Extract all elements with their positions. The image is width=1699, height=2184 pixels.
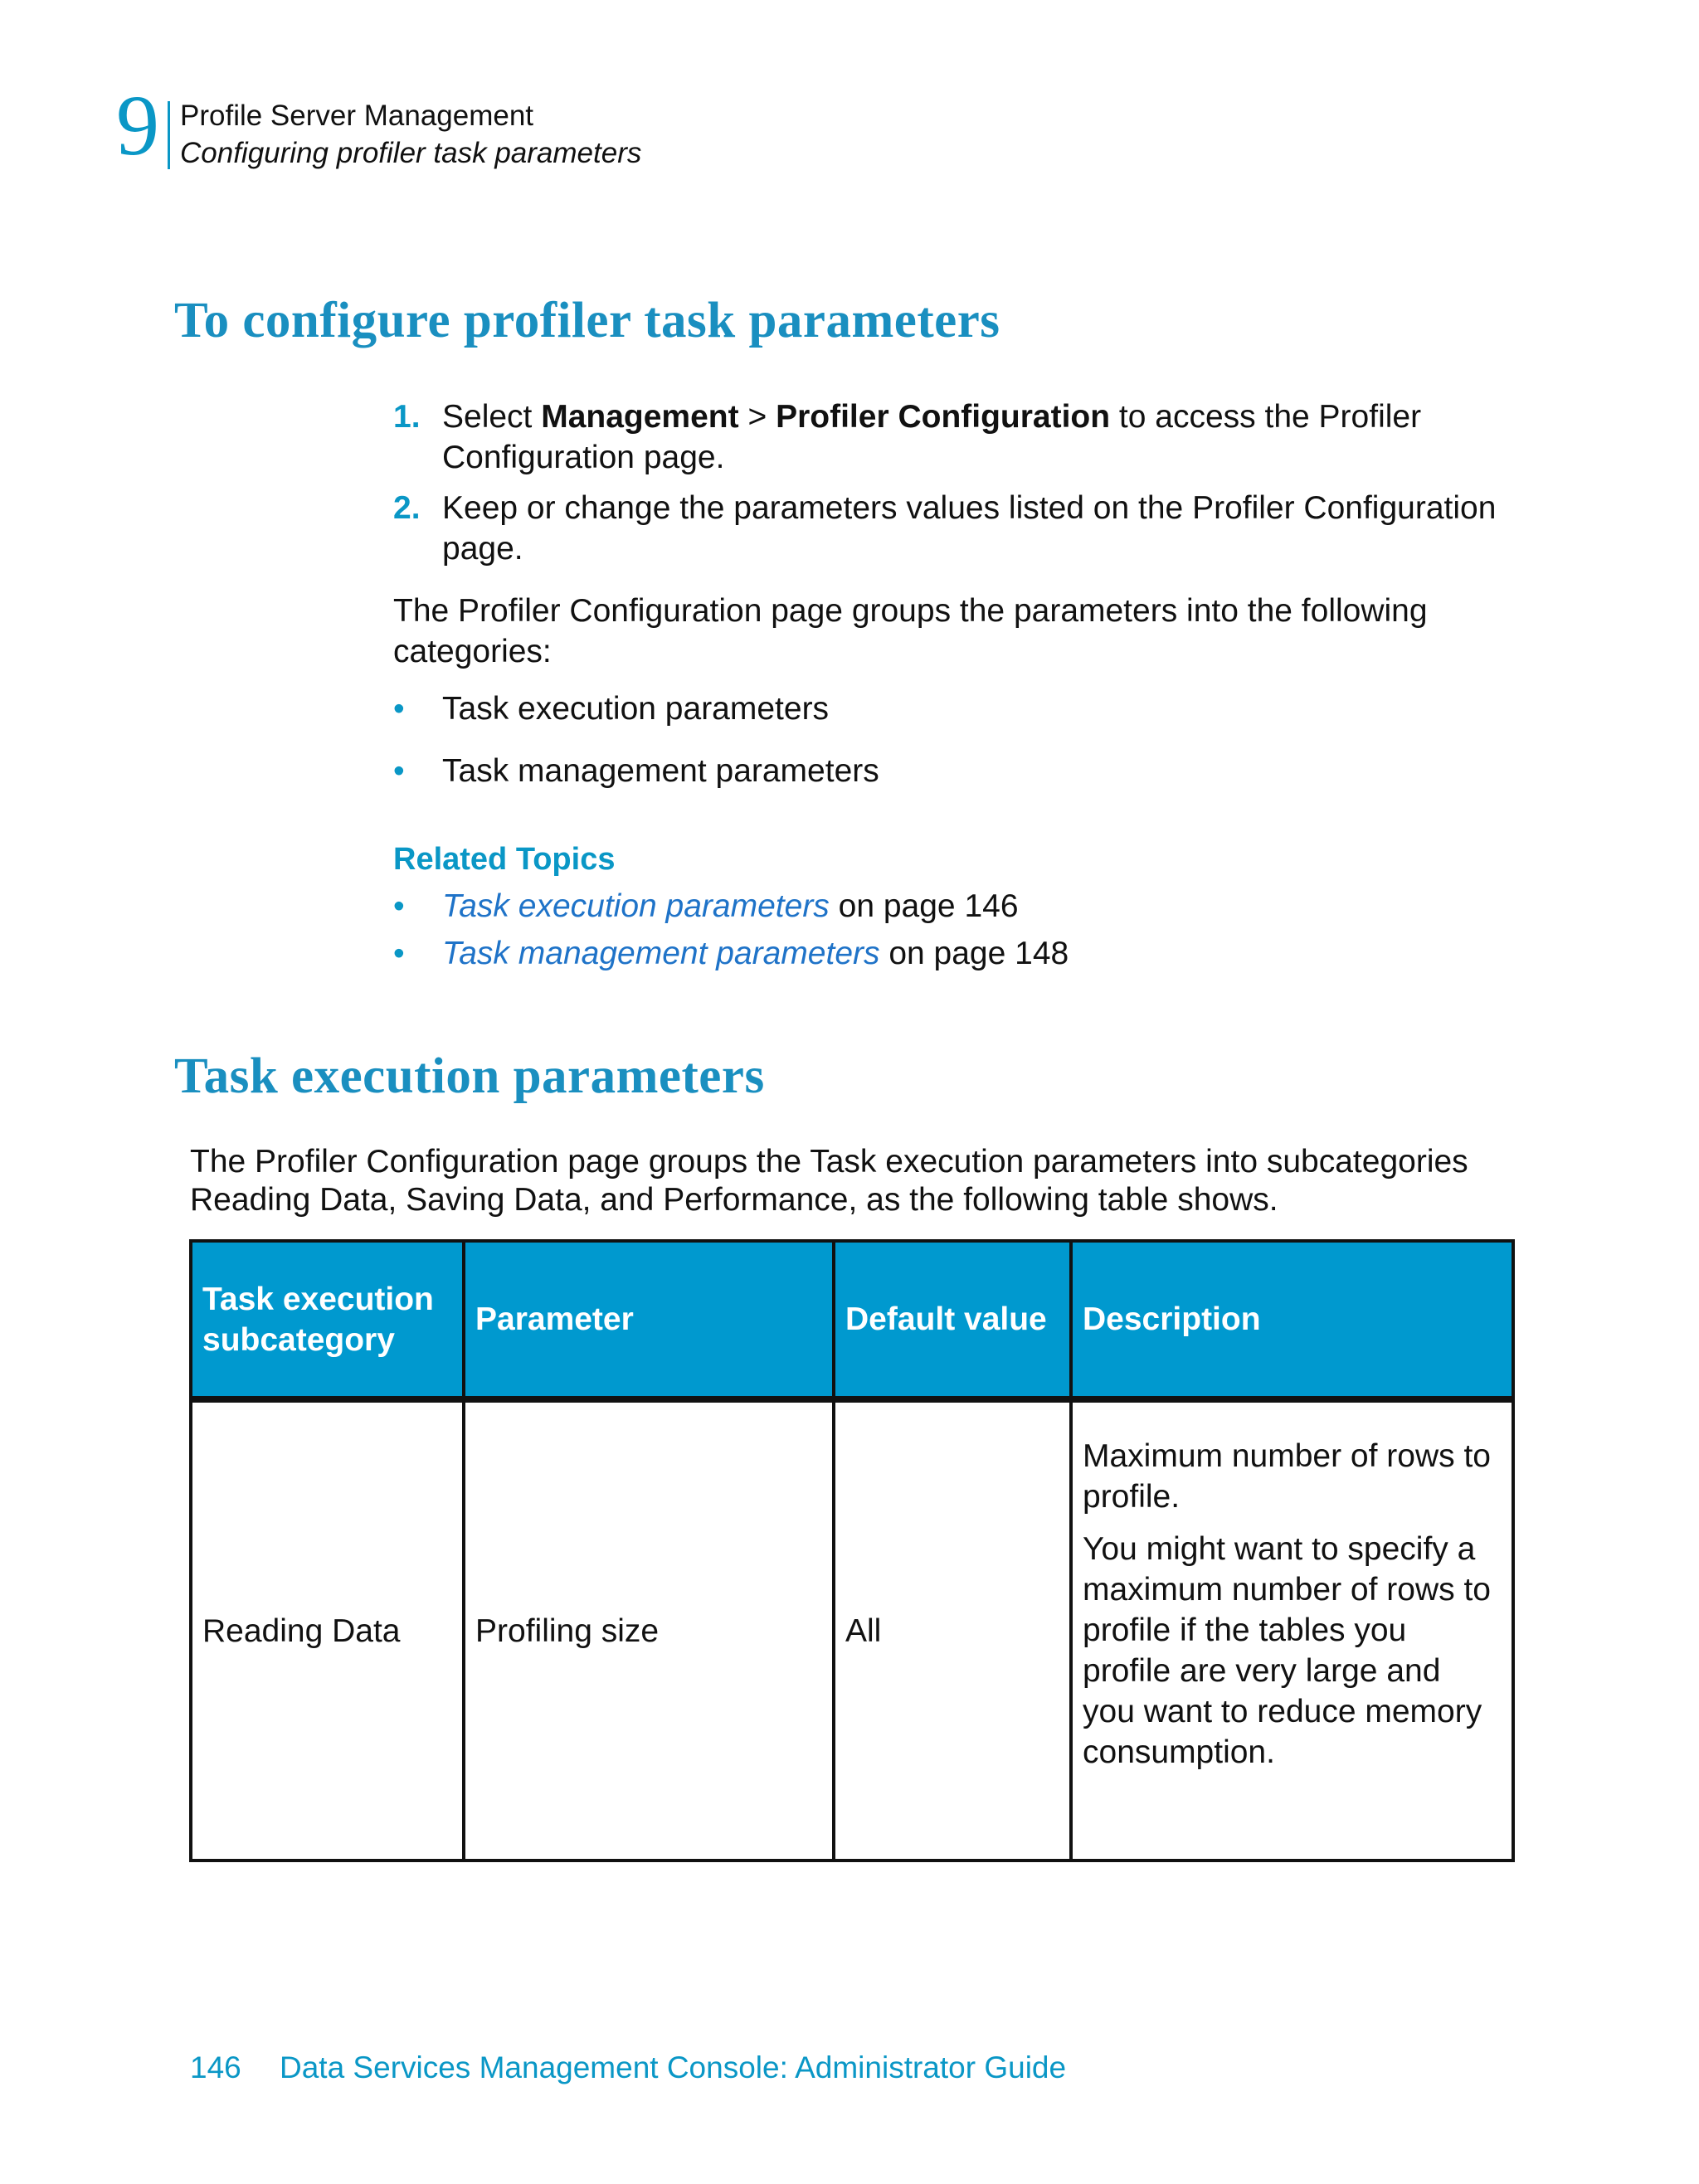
chapter-number: 9 — [116, 78, 159, 173]
column-header-default-value: Default value — [834, 1241, 1071, 1399]
menu-management: Management — [541, 399, 739, 435]
related-page-ref: on page 148 — [879, 936, 1069, 971]
cell-subcategory: Reading Data — [191, 1399, 464, 1861]
menu-profiler-configuration: Profiler Configuration — [776, 399, 1111, 435]
running-section-title: Configuring profiler task parameters — [180, 137, 642, 169]
list-item-text: Task execution parameters — [442, 691, 830, 727]
step-1-separator: > — [738, 399, 776, 435]
cell-description — [1071, 1399, 1513, 1861]
list-item-text: Task management parameters — [442, 753, 879, 789]
chapter-divider — [168, 101, 170, 169]
step-2-text: Keep or change the parameters values listed on the Profiler Configuration page. — [442, 490, 1497, 567]
step-number: 2. — [393, 490, 421, 526]
link-task-execution-parameters[interactable]: Task execution parameters — [442, 888, 830, 924]
related-page-ref: on page 146 — [829, 888, 1019, 924]
running-chapter-title: Profile Server Management — [180, 100, 534, 132]
footer-page-number: 146 — [190, 2050, 241, 2084]
footer-book-title: Data Services Management Console: Administrator Guide — [280, 2050, 1067, 2084]
task-execution-intro: The Profiler Configuration page groups the Task execution parameters into subcategories Reading Data, Saving Data, and Performance, as the following table shows. — [190, 1144, 1468, 1218]
bullet-icon: • — [393, 936, 405, 971]
cell-default-value: All — [834, 1399, 1071, 1861]
table-row — [191, 1399, 1513, 1861]
bullet-icon: • — [393, 753, 405, 789]
description-paragraph: You might want to specify a maximum number of rows to profile if the tables you profile are very large and you want to reduce memory consumption. — [1083, 1531, 1491, 1770]
step-1-text-a: Select — [442, 399, 542, 435]
description-paragraph: Maximum number of rows to profile. — [1083, 1438, 1491, 1515]
step-1 — [393, 396, 1521, 478]
related-topic-item — [393, 933, 1472, 974]
list-item — [393, 688, 1472, 729]
column-header-description: Description — [1071, 1241, 1513, 1399]
bullet-icon: • — [393, 888, 405, 924]
column-header-subcategory: Task execution subcategory — [191, 1241, 464, 1399]
column-header-parameter: Parameter — [464, 1241, 834, 1399]
task-execution-table — [189, 1239, 1515, 1862]
step-2 — [393, 488, 1521, 569]
table-header-row — [191, 1241, 1513, 1399]
list-item — [393, 751, 1472, 791]
categories-intro: The Profiler Configuration page groups the parameters into the following categories: — [393, 593, 1428, 669]
cell-parameter: Profiling size — [464, 1399, 834, 1861]
step-1-text-b: to access the Profiler Configuration page. — [442, 399, 1422, 475]
link-task-management-parameters[interactable]: Task management parameters — [442, 936, 880, 971]
step-number: 1. — [393, 399, 421, 435]
section-heading-task-execution: Task execution parameters — [174, 1048, 765, 1104]
related-topics-heading: Related Topics — [393, 842, 616, 877]
related-topic-item — [393, 886, 1472, 927]
section-heading-configure: To configure profiler task parameters — [174, 293, 1000, 348]
bullet-icon: • — [393, 691, 405, 727]
